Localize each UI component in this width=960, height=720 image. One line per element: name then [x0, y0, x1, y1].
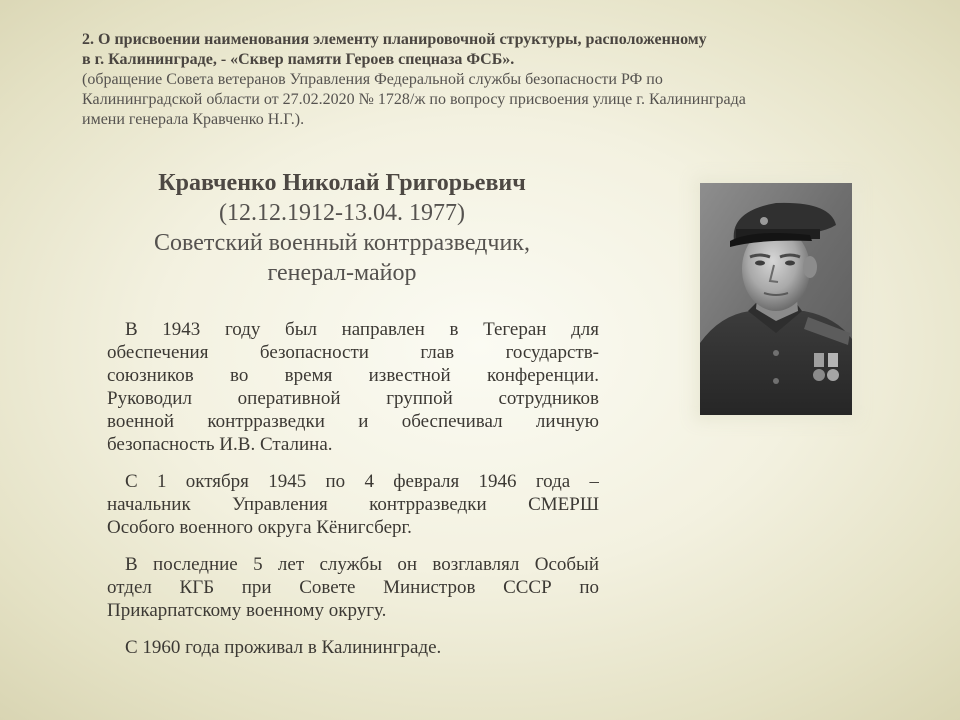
header-note-line-3: имени генерала Кравченко Н.Г.).: [82, 111, 305, 128]
header-title-line-1: 2. О присвоении наименования элементу планировочной структуры, расположенному: [82, 31, 707, 48]
paragraph-line: Руководил оперативной группой сотрудников: [107, 388, 599, 409]
biography-paragraph-2: [89, 470, 599, 539]
paragraph-line: В 1943 году был направлен в Тегеран для: [125, 319, 599, 340]
header-title-line-2: в г. Калининграде, - «Сквер памяти Героев спецназа ФСБ».: [82, 51, 515, 68]
person-role-line-2: генерал-майор: [267, 260, 417, 286]
portrait-photo: [700, 183, 852, 415]
header-note-line-1: (обращение Совета ветеранов Управления Федеральной службы безопасности РФ по: [82, 71, 663, 88]
paragraph-line: Особого военного округа Кёнигсберг.: [107, 517, 412, 538]
paragraph-line: начальник Управления контрразведки СМЕРШ: [107, 494, 599, 515]
paragraph-line: обеспечения безопасности глав государств-: [107, 342, 599, 363]
slide-header: [82, 30, 902, 130]
person-title-block: [84, 168, 600, 288]
paragraph-line: отдел КГБ при Совете Министров СССР по: [107, 577, 599, 598]
paragraph-line: С 1960 года проживал в Калининграде.: [125, 637, 442, 658]
biography-paragraph-4: [89, 636, 599, 659]
paragraph-line: союзников во время известной конференции.: [107, 365, 599, 386]
paragraph-line: В последние 5 лет службы он возглавлял Особый: [125, 554, 599, 575]
person-name: Кравченко Николай Григорьевич: [158, 170, 526, 196]
biography-paragraph-3: [89, 553, 599, 622]
person-role-line-1: Советский военный контрразведчик,: [154, 230, 530, 256]
portrait-image: [700, 183, 852, 415]
header-note-line-2: Калининградской области от 27.02.2020 № 1728/ж по вопросу присвоения улице г. Калининграда: [82, 91, 746, 108]
paragraph-line: С 1 октября 1945 по 4 февраля 1946 года –: [125, 471, 599, 492]
person-dates: (12.12.1912-13.04. 1977): [219, 200, 465, 226]
biography-text: [89, 318, 599, 673]
paragraph-line: Прикарпатскому военному округу.: [107, 600, 387, 621]
biography-paragraph-1: [89, 318, 599, 456]
paragraph-line: безопасность И.В. Сталина.: [107, 434, 333, 455]
paragraph-line: военной контрразведки и обеспечивал личную: [107, 411, 599, 432]
